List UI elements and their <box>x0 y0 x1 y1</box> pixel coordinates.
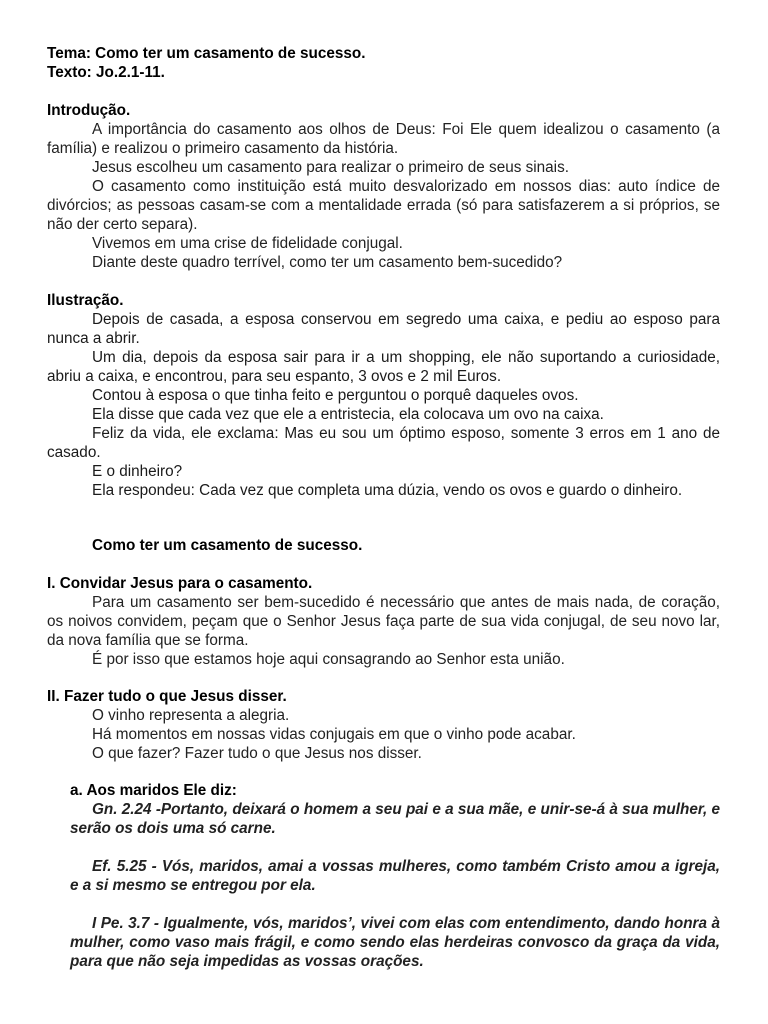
introducao-section <box>47 101 720 272</box>
introducao-heading: Introdução. <box>47 102 131 119</box>
texto-line: Texto: Jo.2.1-11. <box>47 64 165 81</box>
section-1 <box>47 574 720 669</box>
introducao-paragraph: Vivemos em uma crise de fidelidade conjugal. <box>92 235 403 252</box>
introducao-paragraph: Jesus escolheu um casamento para realizar o primeiro de seus sinais. <box>92 159 569 176</box>
verse-1pe-3-7: I Pe. 3.7 - Igualmente, vós, maridos’, vivei com elas com entendimento, dando honra à mulher, como vaso mais frágil, e como sendo elas herdeiras convosco da graça da vida, para que não seja impedidas as vossas orações. <box>70 915 720 970</box>
section-2-paragraph: O vinho representa a alegria. <box>92 707 290 724</box>
ilustracao-section <box>47 291 720 500</box>
section-1-paragraph: Para um casamento ser bem-sucedido é necessário que antes de mais nada, de coração, os noivos convidem, peçam que o Senhor Jesus faça parte de sua vida conjugal, de seu novo lar, da nova família que se forma. <box>47 594 720 649</box>
introducao-paragraph: Diante deste quadro terrível, como ter um casamento bem-sucedido? <box>92 254 563 271</box>
sub-item-a <box>70 781 720 800</box>
verse-gn-2-24: Gn. 2.24 -Portanto, deixará o homem a seu pai e a sua mãe, e unir-se-á à sua mulher, e serão os dois uma só carne. <box>70 801 720 837</box>
verse-block <box>70 857 720 895</box>
section-1-paragraph: É por isso que estamos hoje aqui consagrando ao Senhor esta união. <box>92 651 565 668</box>
subtitle: Como ter um casamento de sucesso. <box>92 537 363 554</box>
section-1-heading: I. Convidar Jesus para o casamento. <box>47 575 313 592</box>
section-2-paragraph: Há momentos em nossas vidas conjugais em que o vinho pode acabar. <box>92 726 576 743</box>
ilustracao-paragraph: Ela disse que cada vez que ele a entristecia, ela colocava um ovo na caixa. <box>92 406 604 423</box>
section-2-heading: II. Fazer tudo o que Jesus disser. <box>47 688 287 705</box>
section-2 <box>47 687 720 763</box>
section-2-paragraph: O que fazer? Fazer tudo o que Jesus nos disser. <box>92 745 422 762</box>
ilustracao-paragraph: Depois de casada, a esposa conservou em segredo uma caixa, e pediu ao esposo para nunca a abrir. <box>47 311 720 347</box>
sub-item-a-heading: a. Aos maridos Ele diz: <box>70 782 237 799</box>
document-header <box>47 44 720 82</box>
ilustracao-heading: Ilustração. <box>47 292 124 309</box>
verse-ef-5-25: Ef. 5.25 - Vós, maridos, amai a vossas mulheres, como também Cristo amou a igreja, e a si mesmo se entregou por ela. <box>70 858 720 894</box>
verse-block <box>70 800 720 838</box>
introducao-paragraph: O casamento como instituição está muito desvalorizado em nossos dias: auto índice de divórcios; as pessoas casam-se com a mentalidade errada (só para satisfazerem a si próprios, se não der certo separa). <box>47 178 720 233</box>
introducao-paragraph: A importância do casamento aos olhos de Deus: Foi Ele quem idealizou o casamento (a família) e realizou o primeiro casamento da história. <box>47 121 720 157</box>
ilustracao-paragraph: Ela respondeu: Cada vez que completa uma dúzia, vendo os ovos e guardo o dinheiro. <box>92 482 683 499</box>
ilustracao-paragraph: Um dia, depois da esposa sair para ir a um shopping, ele não suportando a curiosidade, abriu a caixa, e encontrou, para seu espanto, 3 ovos e 2 mil Euros. <box>47 349 720 385</box>
ilustracao-paragraph: Contou à esposa o que tinha feito e perguntou o porquê daqueles ovos. <box>92 387 579 404</box>
ilustracao-paragraph: Feliz da vida, ele exclama: Mas eu sou um óptimo esposo, somente 3 erros em 1 ano de casado. <box>47 425 720 461</box>
verse-block <box>70 914 720 971</box>
tema-line: Tema: Como ter um casamento de sucesso. <box>47 45 366 62</box>
ilustracao-paragraph: E o dinheiro? <box>92 463 183 480</box>
subtitle-block <box>47 536 720 555</box>
